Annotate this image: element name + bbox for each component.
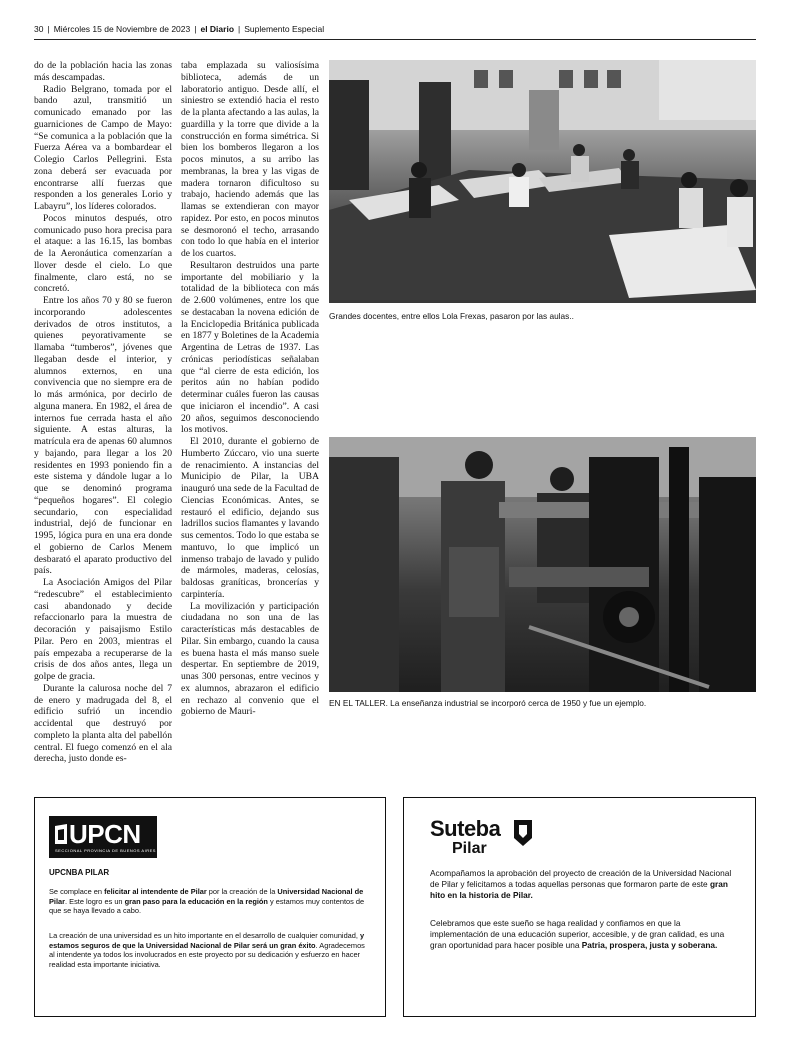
ad-paragraph: La creación de una universidad es un hito importante en el desarrollo de cualquier comunidad, y estamos seguros de que la Universidad Nacional de Pilar será un gran éxito. Agradecemos al intendente ya todos los involucrados en este proyecto por su dedicación y esfuerzo en hacer realidad esta importante iniciativa. xyxy=(49,931,365,969)
suteba-emblem-icon xyxy=(510,818,536,848)
upcn-logo xyxy=(49,816,157,858)
ad-title: UPCNBA PILAR xyxy=(49,868,110,877)
classroom-photo xyxy=(329,60,756,303)
suteba-logo xyxy=(430,816,540,862)
paragraph: taba emplazada su valiosísima biblioteca, además de un laboratorio antiguo. Desde allí, el siniestro se extendió hacia el resto de la planta afectando a las aulas, la guardilla y la torre que divide a la construcción en forma simétrica. Si bien los bomberos llegaron a los pocos minutos, a su arribo las membranas, la brea y las vigas de madera tornaron dificultoso su trabajo, haciendo además que las llamas se extendieran con mayor rapidez. Por esto, en pocos minutos se desmoronó el techo, arrasando con todo lo que había en el interior de los cuartos. xyxy=(181,60,319,259)
paragraph: Durante la calurosa noche del 7 de enero y madrugada del 8, el edificio sufrió un incendio accidental que destruyó por completo la planta alta del pabellón central. El fuego comenzó en el ala derecha, justo donde es- xyxy=(34,682,172,765)
header-separator: | xyxy=(194,24,197,34)
page-number: 30 xyxy=(34,24,44,34)
upcn-advertisement xyxy=(34,797,386,1017)
paragraph: Resultaron destruidos una parte importante del mobiliario y la totalidad de la biblioteca con más de 2.600 volúmenes, entre los que se destacaban la novena edición de la Enciclopedia Británica publicada en 1877 y Boletines de la Academia Argentina de Letras de 1937. Las crónicas periodísticas señalaban que “al cierre de esta edición, los peritos aún no habían podido determinar cuáles fueron las causas que iniciaron el incendio”. A casi 20 años, seguimos desconociendo los motivos. xyxy=(181,259,320,436)
workshop-photo xyxy=(329,437,756,692)
paragraph: Pocos minutos después, otro comunicado puso hora precisa para el ataque: a las 16.15, las bombas de la Aeronáutica comenzarían a llover desde el cielo. Lo que finalmente, claro está, no se concretó. xyxy=(34,212,172,295)
photo-caption: EN EL TALLER. La enseñanza industrial se incorporó cerca de 1950 y fue un ejemplo. xyxy=(329,698,647,708)
ad-paragraph: Se complace en felicitar al intendente de Pilar por la creación de la Universidad Nacional de Pilar. Este logro es un gran paso para la educación en la región y estamos muy contentos de que se haya llevado a cabo. xyxy=(49,887,365,916)
upcn-emblem-icon xyxy=(53,822,69,846)
suteba-logo-subtitle: Pilar xyxy=(452,840,487,857)
ad-paragraph: Acompañamos la aprobación del proyecto de creación de la Universidad Nacional de Pilar y felicitamos a todas aquellas personas que formaron parte de este gran hito en la historia de Pilar. xyxy=(430,868,732,901)
header-separator: | xyxy=(47,24,50,34)
paragraph: Entre los años 70 y 80 se fueron incorporando adolescentes derivados de otros institutos, a quienes peyorativamente se llamaba “tumberos”, jóvenes que llegaban desde el interior, y alumnos externos, en una convivencia que no siempre era de lo más armónica, por decirlo de alguna manera. En 1982, el área de internos fue cerrada hasta el año siguiente. A estas alturas, la matrícula era de apenas 60 alumnos y bajando, para llegar a los 20 residentes en 1993 poniendo fin a este sistema y dándole lugar a lo que se denominó programa “pequeños hogares”. El colegio secundario, con especialidad industrial, dejó de funcionar en 1995, lógica pura en una era donde el gobierno de Carlos Menem desbarató el aparato productivo del país. xyxy=(34,295,172,577)
ad-paragraph: Celebramos que este sueño se haga realidad y confiamos en que la implementación de una educación superior, accesible, y de gran calidad, es una gran oportunidad para hacer posible una Patria, prospera, justa y soberana. xyxy=(430,918,725,951)
paragraph: La movilización y participación ciudadana no son una de las características más destacables de Pilar. Sin embargo, cuando la causa es buena hasta el más manso suele despertar. En septiembre de 2019, unas 300 personas, entre vecinos y ex alumnos, abrazaron el edificio en rechazo al convenio que el gobierno de Mauri- xyxy=(181,600,319,718)
suteba-logo-text: Suteba xyxy=(430,816,501,841)
header-date: Miércoles 15 de Noviembre de 2023 xyxy=(53,24,191,34)
article-column-1 xyxy=(34,60,172,765)
photo-caption: Grandes docentes, entre ellos Lola Frexas, pasaron por las aulas.. xyxy=(329,311,574,321)
upcn-logo-subtitle: SECCIONAL PROVINCIA DE BUENOS AIRES xyxy=(55,848,156,853)
header-separator: | xyxy=(238,24,241,34)
paragraph: El 2010, durante el gobierno de Humberto Zúccaro, vio una suerte de renacimiento. A instancias del Municipio de Pilar, la UBA inauguró una sede de la Facultad de Ciencias Económicas. Antes, se restauró el edificio, dejando sus ladrillos sucios flamantes y lavando sus cementos. Todo lo que estaba se mantuvo, lo que implicó un inmenso trabajo de lavado y pulido de mármoles, maderas, celosías, baldosas graníticas, broncerías y carpintería. xyxy=(181,436,319,600)
section-name: Suplemento Especial xyxy=(244,24,325,34)
page-header xyxy=(34,24,756,40)
newspaper-name: el Diario xyxy=(200,24,235,34)
paragraph: La Asociación Amigos del Pilar “redescubre” el establecimiento casi abandonado y decide refaccionarlo para la muestra de decoración y paisajismo Estilo Pilar. Pero en 2003, mientras el país empezaba a recuperarse de la crisis de dos años antes, llega un golpe de gracia. xyxy=(34,577,172,682)
upcn-logo-text: UPCN xyxy=(69,819,141,849)
article-column-2 xyxy=(181,60,319,718)
paragraph: Radio Belgrano, tomada por el bando azul, transmitió un comunicado emanado por las guarniciones de Campo de Mayo: “Se comunica a la población que la Fuerza Aérea va a bombardear el Colegio Carlos Pellegrini. Esta zona deberá ser evacuada por encontrarse allí fuerzas que responden a los generales Lorio y Labayru”, los líderes colorados. xyxy=(34,83,172,212)
paragraph: do de la población hacia las zonas más descampadas. xyxy=(34,60,172,83)
suteba-advertisement xyxy=(403,797,756,1017)
